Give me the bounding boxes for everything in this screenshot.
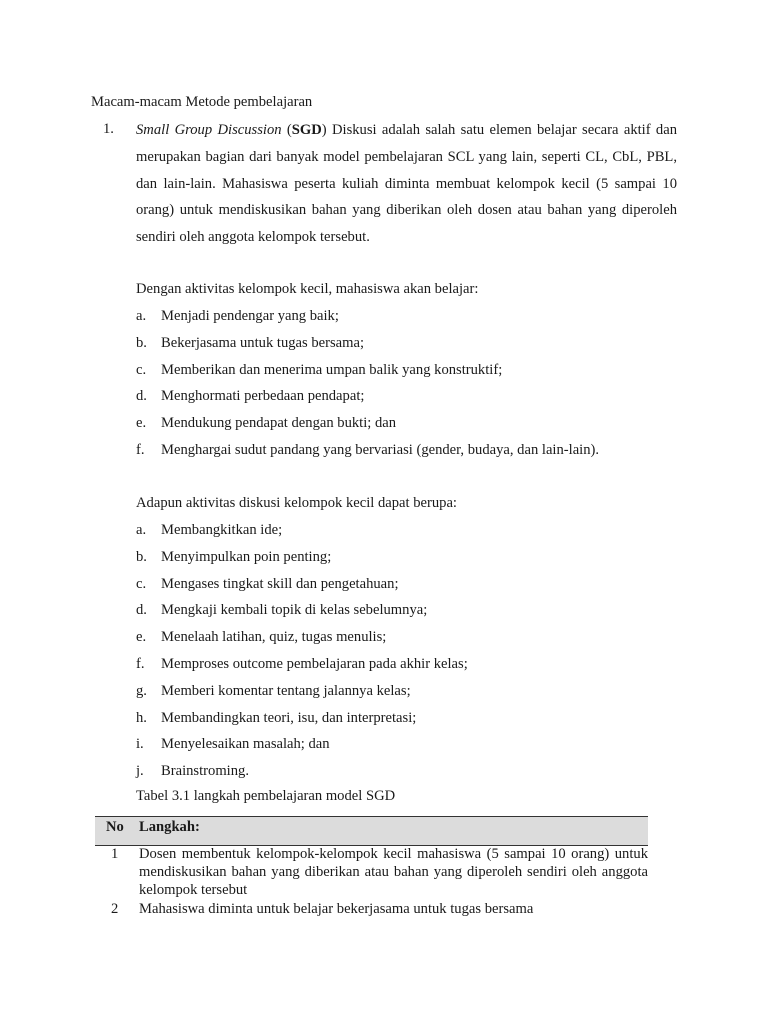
list-text: Membandingkan teori, isu, dan interpretasi; [161,709,417,726]
sgd-term: Small Group Discussion [136,122,282,138]
list-letter: a. [136,308,147,324]
list-text: Menghargai sudut pandang yang bervariasi (gender, budaya, dan lain-lain). [161,441,600,458]
list-text: Menyelesaikan masalah; dan [161,736,330,753]
row-number: 2 [111,901,119,917]
column-header-no: No [106,819,124,835]
list-text: Memberi komentar tentang jalannya kelas; [161,682,411,699]
row-text: Mahasiswa diminta untuk belajar bekerjasama untuk tugas bersama [139,901,534,917]
list-text: Bekerjasama untuk tugas bersama; [161,334,365,351]
list-text: Mengkaji kembali topik di kelas sebelumnya; [161,602,428,619]
list-letter: c. [136,575,147,592]
open-paren: ( [281,122,292,138]
list-text: Memproses outcome pembelajaran pada akhir kelas; [161,655,468,672]
column-header-step: Langkah: [139,819,200,835]
list-text: Brainstroming. [161,763,249,780]
list-letter: b. [136,548,147,565]
list-text: Mengases tingkat skill dan pengetahuan; [161,575,399,592]
list-letter: f. [136,655,145,672]
list-text: Menjadi pendengar yang baik; [161,308,339,324]
list-letter: d. [136,388,147,405]
list-letter: j. [136,763,144,780]
list-letter: a. [136,522,147,538]
sgd-definition: ) Diskusi adalah salah satu elemen belajar secara aktif dan merupakan bagian dari banyak model pembelajaran SCL yang lain, seperti CL, CbL, PBL, dan lain-lain. Mahasiswa peserta kuliah diminta membuat kelompok kecil (5 sampai 10 orang) untuk mendiskusikan bahan yang diberikan oleh dosen atau bahan yang diperoleh sendiri oleh anggota kelompok tersebut. [136,122,677,246]
list-text: Menghormati perbedaan pendapat; [161,388,365,405]
list-text: Membangkitkan ide; [161,522,283,538]
list-letter: h. [136,709,147,726]
list-text: Mendukung pendapat dengan bukti; dan [161,415,397,432]
table-caption: Tabel 3.1 langkah pembelajaran model SGD [136,788,396,804]
list-letter: g. [136,682,147,699]
list-text: Menelaah latihan, quiz, tugas menulis; [161,629,387,646]
list-letter: i. [136,736,144,753]
list-letter: e. [136,415,147,432]
row-number: 1 [111,846,119,862]
list-text: Memberikan dan menerima umpan balik yang konstruktif; [161,361,503,378]
list1-intro: Dengan aktivitas kelompok kecil, mahasiswa akan belajar: [136,281,479,297]
list-letter: e. [136,629,147,646]
list-letter: f. [136,441,145,458]
table-header-row [95,816,648,846]
row-text: Dosen membentuk kelompok-kelompok kecil mahasiswa (5 sampai 10 orang) untuk mendiskusikan bahan yang diberikan atau bahan yang diperoleh sendiri oleh anggota kelompok tersebut [139,846,648,898]
list-letter: d. [136,602,147,619]
sgd-abbreviation: SGD [291,122,322,138]
list-text: Menyimpulkan poin penting; [161,548,332,565]
list2-intro: Adapun aktivitas diskusi kelompok kecil dapat berupa: [136,495,457,511]
list-letter: b. [136,334,147,351]
document-heading: Macam-macam Metode pembelajaran [91,94,313,110]
sgd-paragraph [136,117,677,251]
list-letter: c. [136,361,147,378]
section-number: 1. [103,121,114,137]
